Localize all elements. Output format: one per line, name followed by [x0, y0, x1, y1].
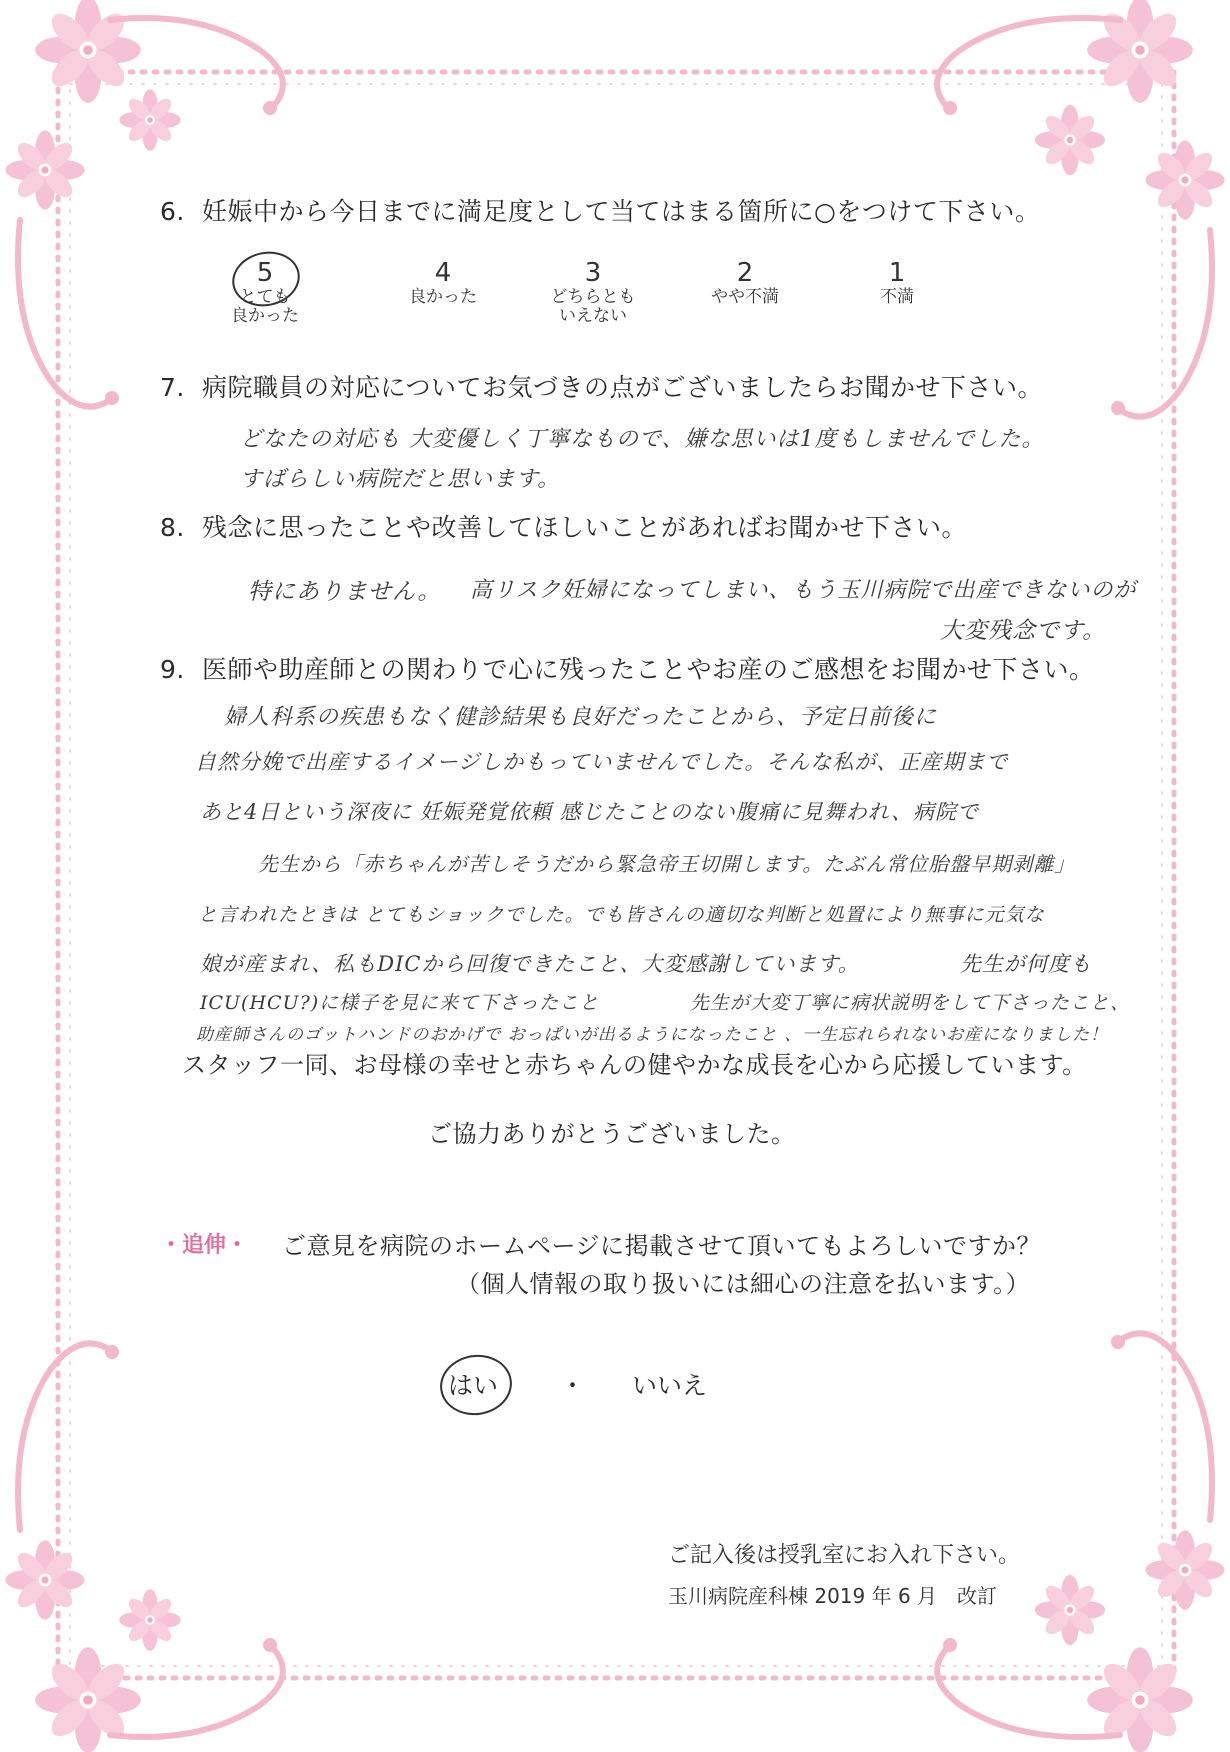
thanks-message: ご協力ありがとうございました。: [428, 1120, 796, 1148]
question-8: [160, 508, 967, 544]
answer-9-line-1: 婦人科系の疾患もなく健診結果も良好だったことから、予定日前後に: [224, 705, 938, 730]
rating-label: 良かった: [231, 306, 299, 326]
rating-option-4[interactable]: [378, 258, 508, 307]
answer-9-line-10: 助産師さんのゴットハンドのおかげで おっぱいが出るようになったこと 、一生忘れられないお産になりました！: [196, 1025, 1109, 1045]
footer-instruction: ご記入後は授乳室にお入れ下さい。: [668, 1543, 1021, 1568]
answer-9-line-8: ICU(HCU?)に様子を見に来て下さったこと: [200, 992, 600, 1014]
rating-value: 2: [736, 258, 754, 288]
answer-9-line-9: 先生が大変丁寧に病状説明をして下さったこと、: [690, 992, 1131, 1014]
rating-label: いえない: [559, 306, 627, 326]
rating-value: 4: [434, 258, 452, 288]
question-6: [160, 192, 1040, 228]
rating-option-2[interactable]: [680, 258, 810, 307]
answer-9-line-2: 自然分娩で出産するイメージしかもっていませんでした。そんな私が、正産期まで: [195, 750, 1009, 774]
question-text: 残念に思ったことや改善してほしいことがあればお聞かせ下さい。: [202, 513, 968, 542]
rating-value: 1: [888, 258, 906, 288]
answer-7-line-1: どなたの対応も 大変優しく丁寧なもので、嫌な思いは1度もしませんでした。: [240, 427, 1045, 452]
rating-label: どちらとも: [550, 287, 636, 307]
answer-9-line-3: あと4日という深夜に 妊娠発覚依頼 感じたことのない腹痛に見舞われ、病院で: [200, 800, 979, 824]
rating-label: やや不満: [711, 287, 779, 307]
footer-revision: 玉川病院産科棟 2019 年 6 月 改訂: [668, 1584, 998, 1608]
rating-label: 良かった: [409, 287, 477, 307]
answer-7-line-2: すばらしい病院だと思います。: [240, 467, 561, 492]
rating-value: 3: [584, 258, 602, 288]
question-number: 7.: [160, 373, 185, 402]
question-text: 医師や助産師との関わりで心に残ったことやお産のご感想をお聞かせ下さい。: [202, 655, 1095, 684]
rating-label: とても: [239, 287, 291, 307]
question-9: [160, 650, 1095, 686]
answer-9-line-4: 先生から「赤ちゃんが苦しそうだから緊急帝王切開します。たぶん常位胎盤早期剥離」: [258, 852, 1076, 876]
question-number: 6.: [160, 197, 185, 226]
separator-dot: ・: [560, 1371, 586, 1400]
answer-8-line-3: 大変残念です。: [940, 618, 1107, 644]
question-text: 病院職員の対応についてお気づきの点がございましたらお聞かせ下さい。: [202, 373, 1044, 402]
no-option[interactable]: いいえ: [632, 1371, 708, 1400]
answer-9-line-6: 娘が産まれ、私もDICから回復できたこと、大変感謝しています。: [200, 952, 860, 976]
rating-value: 5: [256, 258, 274, 288]
answer-9-line-7: 先生が何度も: [960, 952, 1092, 976]
question-7: [160, 368, 1043, 404]
rating-label: 不満: [880, 287, 914, 307]
yes-option[interactable]: はい: [448, 1371, 499, 1400]
rating-option-3[interactable]: [528, 258, 658, 326]
postscript-tag: ・追伸・: [160, 1233, 249, 1258]
staff-message: スタッフ一同、お母様の幸せと赤ちゃんの健やかな成長を心から応援しています。: [182, 1051, 1087, 1079]
question-number: 9.: [160, 655, 185, 684]
answer-8-line-2: 高リスク妊婦になってしまい、もう玉川病院で出産できないのが: [470, 578, 1137, 603]
rating-option-1[interactable]: [832, 258, 962, 307]
question-text: 妊娠中から今日までに満足度として当てはまる箇所に○をつけて下さい。: [202, 197, 1041, 226]
question-number: 8.: [160, 513, 185, 542]
answer-9-line-5: と言われたときは とてもショックでした。でも皆さんの適切な判断と処置により無事に元気な: [198, 904, 1045, 926]
answer-8-line-1: 特にありません。: [248, 579, 442, 605]
postscript-question: ご意見を病院のホームページに掲載させて頂いてもよろしいですか？: [282, 1232, 1042, 1260]
postscript-note: （個人情報の取り扱いには細心の注意を払います。）: [456, 1270, 1031, 1298]
